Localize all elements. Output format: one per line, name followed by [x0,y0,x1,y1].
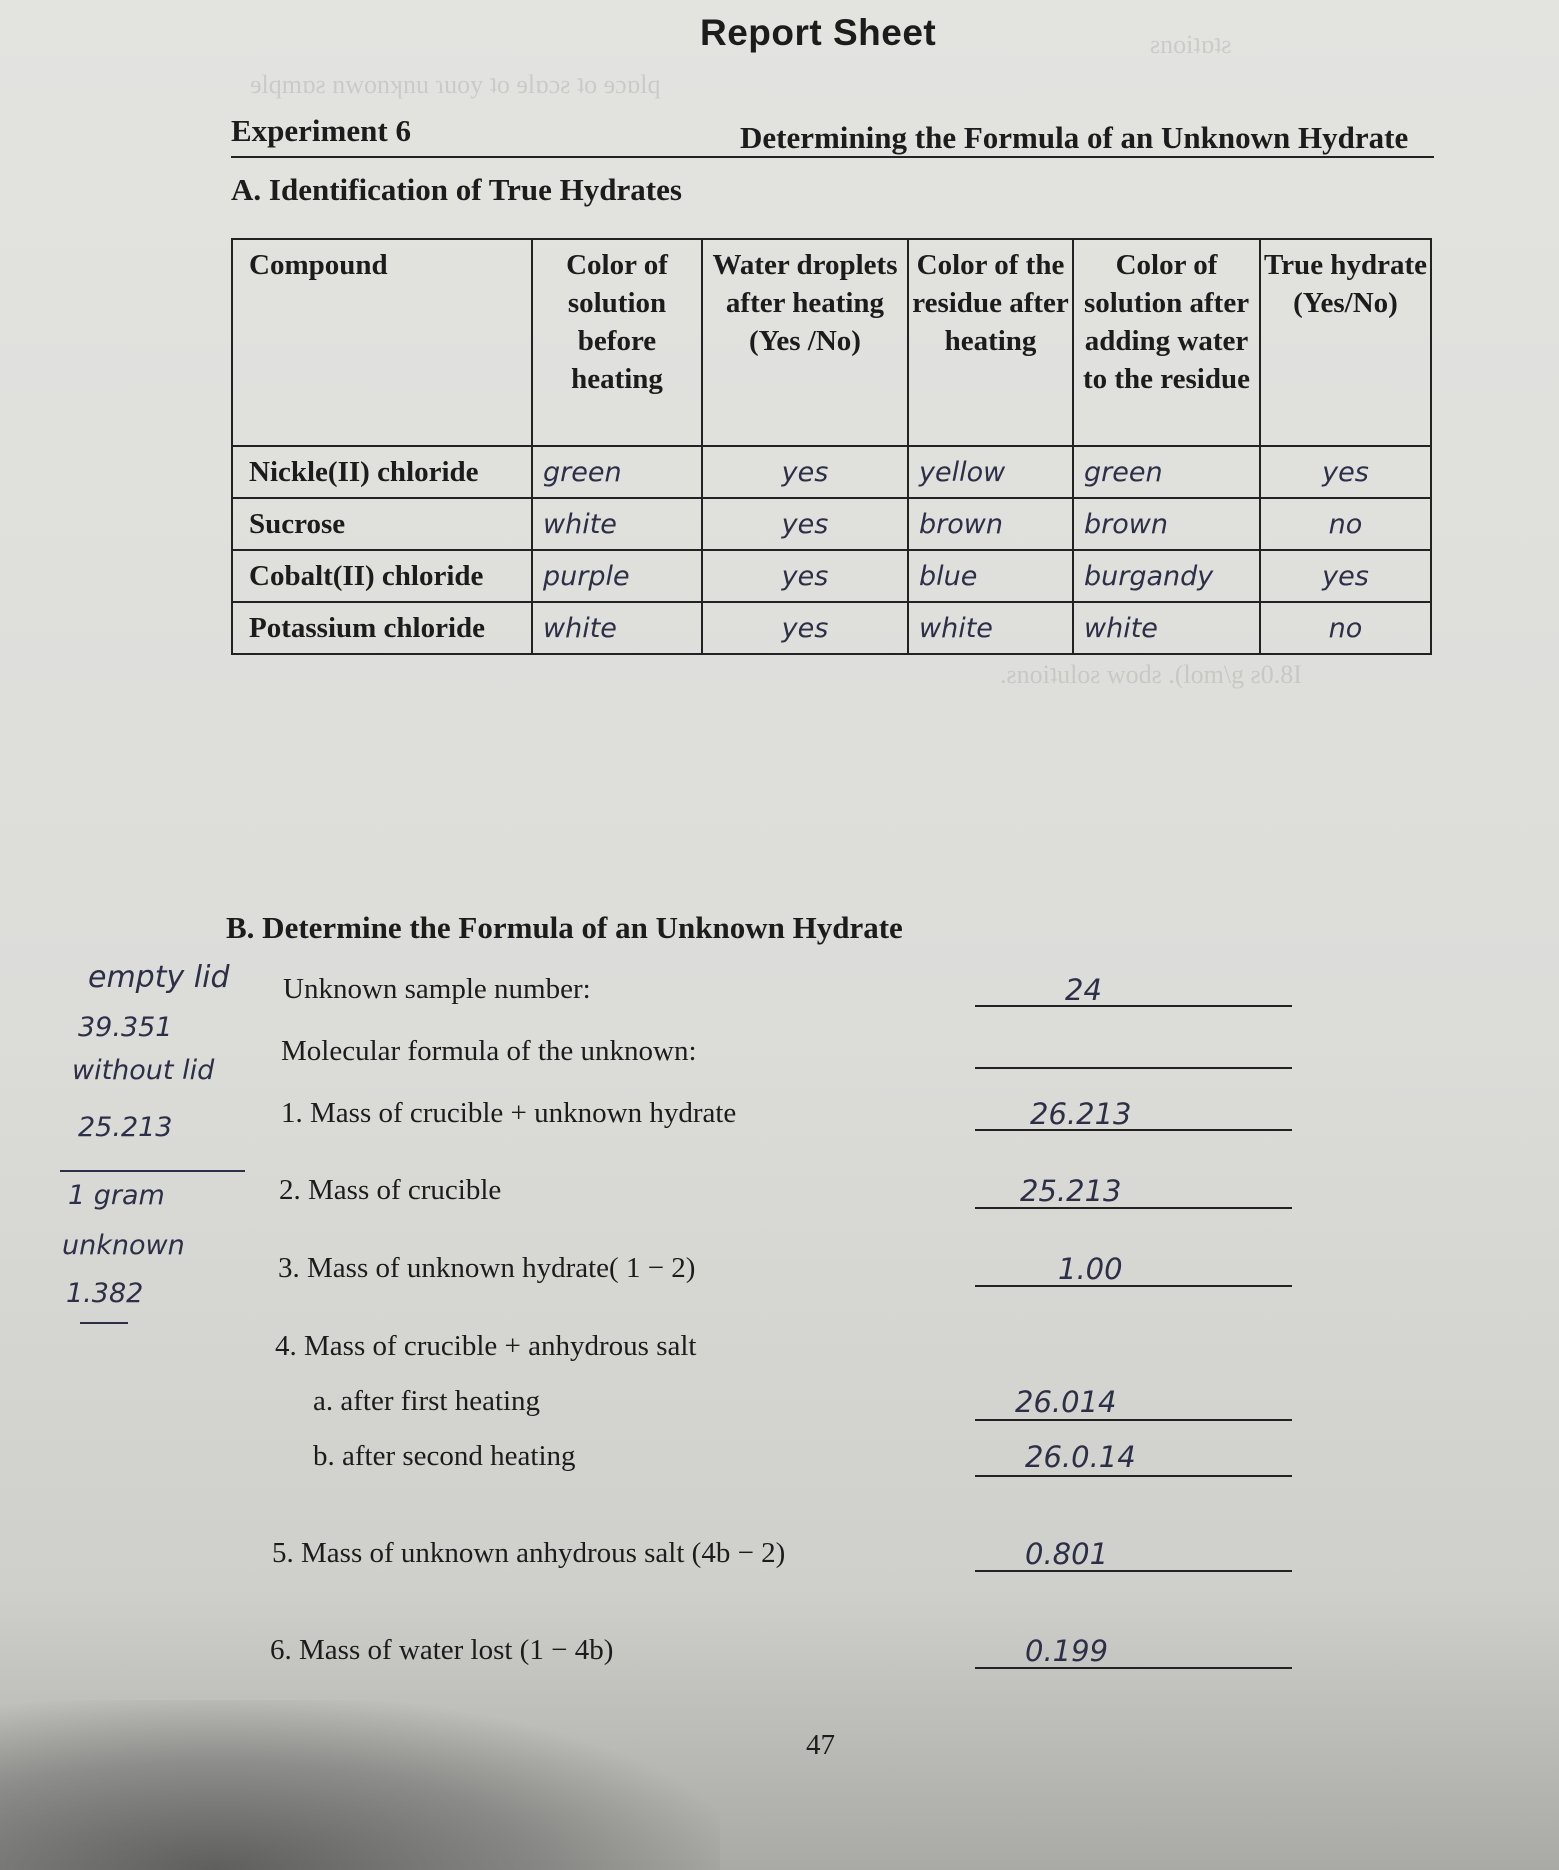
handwritten-cell: no [1260,602,1431,654]
question-4a-value: 26.014 [1015,1385,1117,1419]
bleed-through-text: ɘlqmɒƨ nwonʞnu ɿuoy ʇo ɘlɒɔƨ ʇo ɘɔɒlq [250,70,661,99]
question-4-label: 4. Mass of crucible + anhydrous salt [275,1330,697,1362]
margin-note: without lid [72,1055,215,1086]
handwritten-cell: white [908,602,1073,654]
answer-line [975,1667,1292,1669]
answer-line [975,1419,1292,1421]
sample-number-label: Unknown sample number: [283,973,591,1005]
molecular-formula-label: Molecular formula of the unknown: [281,1035,697,1067]
handwritten-cell: white [532,498,702,550]
handwritten-cell: yes [702,498,908,550]
column-header: Color of solution before heating [532,239,702,446]
sample-number-value: 24 [1065,973,1102,1007]
column-header: Color of solution after adding water to the residue [1073,239,1260,446]
compound-cell: Nickle(II) chloride [232,446,532,498]
page-number: 47 [806,1729,835,1761]
answer-line [975,1475,1292,1477]
table-row [232,498,1431,550]
question-6-label: 6. Mass of water lost (1 − 4b) [270,1634,614,1666]
handwritten-cell: brown [1073,498,1260,550]
answer-line [975,1129,1292,1131]
calculation-rule [60,1170,245,1172]
column-header: Compound [232,239,532,446]
margin-note: 25.213 [78,1112,173,1143]
table-row [232,446,1431,498]
section-b-title: B. Determine the Formula of an Unknown Hydrate [226,910,903,945]
handwritten-cell: no [1260,498,1431,550]
question-4b-label: b. after second heating [313,1440,576,1472]
hydrate-table [231,238,1432,655]
handwritten-cell: green [532,446,702,498]
table-header-row [232,239,1431,446]
margin-note: empty lid [88,960,230,995]
question-1-label: 1. Mass of crucible + unknown hydrate [281,1097,737,1129]
question-5-value: 0.801 [1025,1537,1109,1571]
calculation-rule [80,1322,128,1324]
handwritten-cell: brown [908,498,1073,550]
handwritten-cell: yes [702,550,908,602]
question-1-value: 26.213 [1030,1097,1132,1131]
question-2-label: 2. Mass of crucible [279,1174,502,1206]
handwritten-cell: yes [702,602,908,654]
section-a-title: A. Identification of True Hydrates [231,172,682,207]
margin-note: unknown [62,1230,185,1261]
column-header: True hydrate (Yes/No) [1260,239,1431,446]
photo-shadow [0,1700,720,1870]
bleed-through-text: ƨnoiʇɒʇƨ [1150,30,1232,59]
handwritten-cell: yes [702,446,908,498]
question-4a-label: a. after first heating [313,1385,541,1417]
handwritten-cell: white [1073,602,1260,654]
question-4b-value: 26.0.14 [1025,1440,1136,1474]
question-3-value: 1.00 [1058,1252,1123,1286]
answer-line [975,1005,1292,1007]
handwritten-cell: blue [908,550,1073,602]
compound-cell: Potassium chloride [232,602,532,654]
bleed-through-text: .ƨnoiʇuloƨ wodƨ .(lom\g ƨ0.8I [1000,660,1302,689]
handwritten-cell: yes [1260,446,1431,498]
compound-cell: Sucrose [232,498,532,550]
column-header: Water droplets after heating (Yes /No) [702,239,908,446]
handwritten-cell: white [532,602,702,654]
compound-cell: Cobalt(II) chloride [232,550,532,602]
page-title: Report Sheet [700,12,937,53]
answer-line [975,1570,1292,1572]
table-row [232,602,1431,654]
question-3-label: 3. Mass of unknown hydrate( 1 − 2) [278,1252,696,1284]
handwritten-cell: burgandy [1073,550,1260,602]
experiment-title: Determining the Formula of an Unknown Hydrate [740,120,1409,155]
answer-line [975,1067,1292,1069]
column-header: Color of the residue after heating [908,239,1073,446]
handwritten-cell: green [1073,446,1260,498]
margin-note: 1 gram [68,1180,165,1211]
experiment-label: Experiment 6 [231,113,411,148]
question-5-label: 5. Mass of unknown anhydrous salt (4b − 2) [272,1537,786,1569]
question-6-value: 0.199 [1025,1634,1109,1668]
handwritten-cell: yes [1260,550,1431,602]
answer-line [975,1285,1292,1287]
handwritten-cell: purple [532,550,702,602]
table-row [232,550,1431,602]
handwritten-cell: yellow [908,446,1073,498]
margin-note: 39.351 [78,1012,173,1043]
question-2-value: 25.213 [1020,1174,1122,1208]
margin-note: 1.382 [66,1278,144,1309]
